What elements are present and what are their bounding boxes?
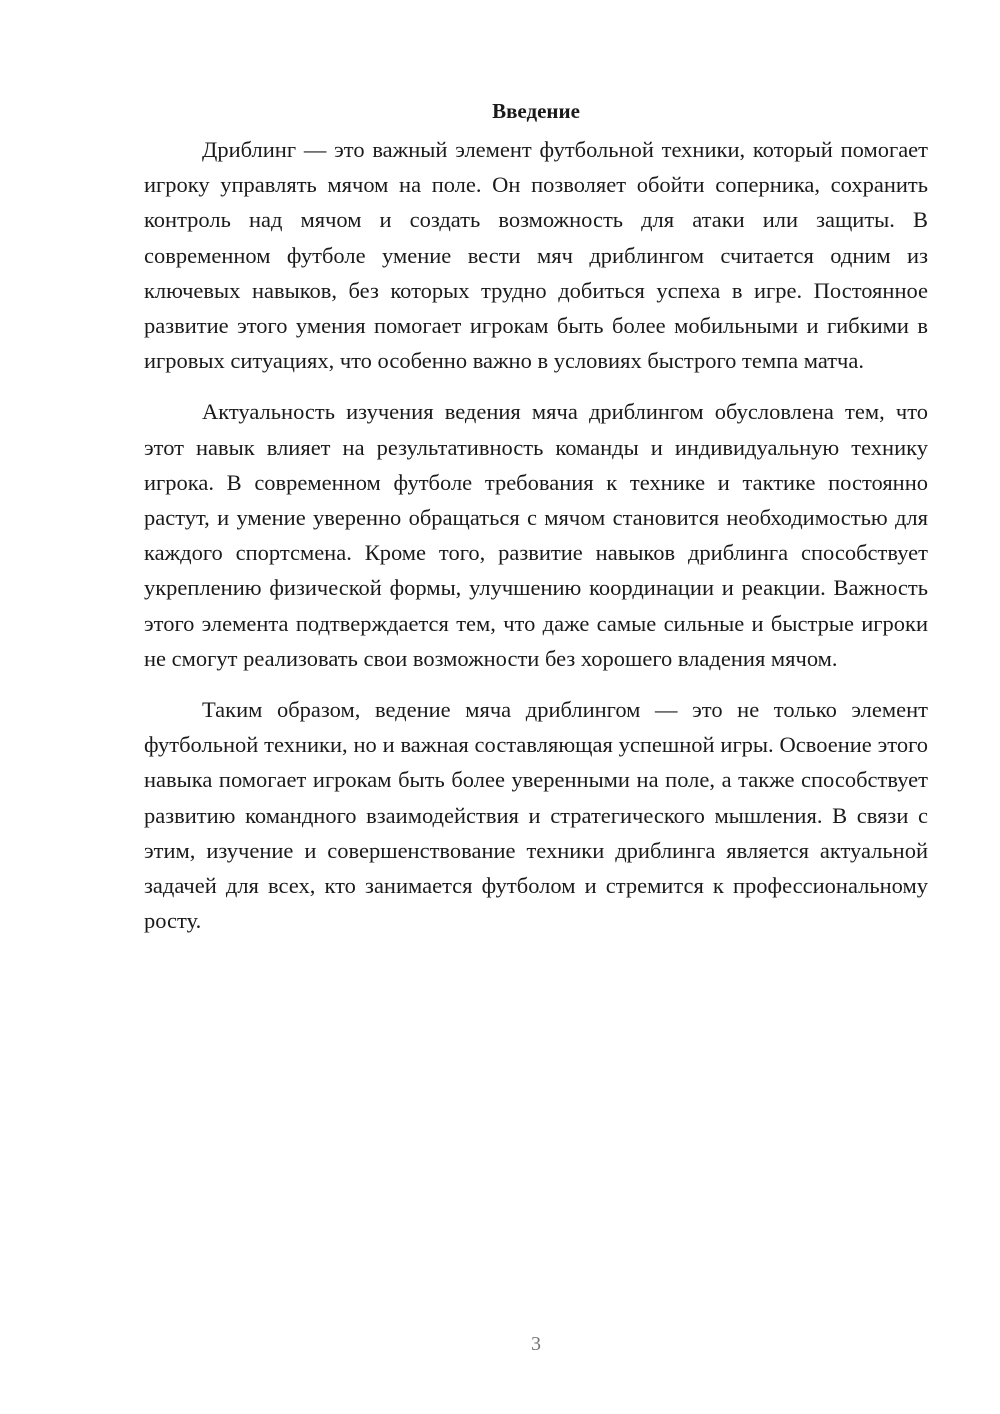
paragraph-3: Таким образом, ведение мяча дриблингом — это не только элемент футбольной техники, но и важная составляющая успешной игры. Освоение этого навыка помогает игрокам быть более уверенными на поле, а также способствует развитию командного взаимодействия и стратегического мышления. В связи с этим, изучение и совершенствование техники дриблинга является актуальной задачей для всех, кто занимается футболом и стремится к профессиональному росту. [144, 697, 928, 934]
page-content [144, 94, 928, 954]
paragraph-2: Актуальность изучения ведения мяча дриблингом обусловлена тем, что этот навык влияет на результативность команды и индивидуальную технику игрока. В современном футболе требования к технике и тактике постоянно растут, и умение уверенно обращаться с мячом становится необходимостью для каждого спортсмена. Кроме того, развитие навыков дриблинга способствует укреплению физической формы, улучшению координации и реакции. Важность этого элемента подтверждается тем, что даже самые сильные и быстрые игроки не смогут реализовать свои возможности без хорошего владения мячом. [144, 399, 928, 671]
paragraph-1: Дриблинг — это важный элемент футбольной техники, который помогает игроку управлять мячом на поле. Он позволяет обойти соперника, сохранить контроль над мячом и создать возможность для атаки или защиты. В современном футболе умение вести мяч дриблингом считается одним из ключевых навыков, без которых трудно добиться успеха в игре. Постоянное развитие этого умения помогает игрокам быть более мобильными и гибкими в игровых ситуациях, что особенно важно в условиях быстрого темпа матча. [144, 137, 928, 374]
page-number: 3 [531, 1333, 541, 1355]
section-heading: Введение [492, 99, 580, 123]
